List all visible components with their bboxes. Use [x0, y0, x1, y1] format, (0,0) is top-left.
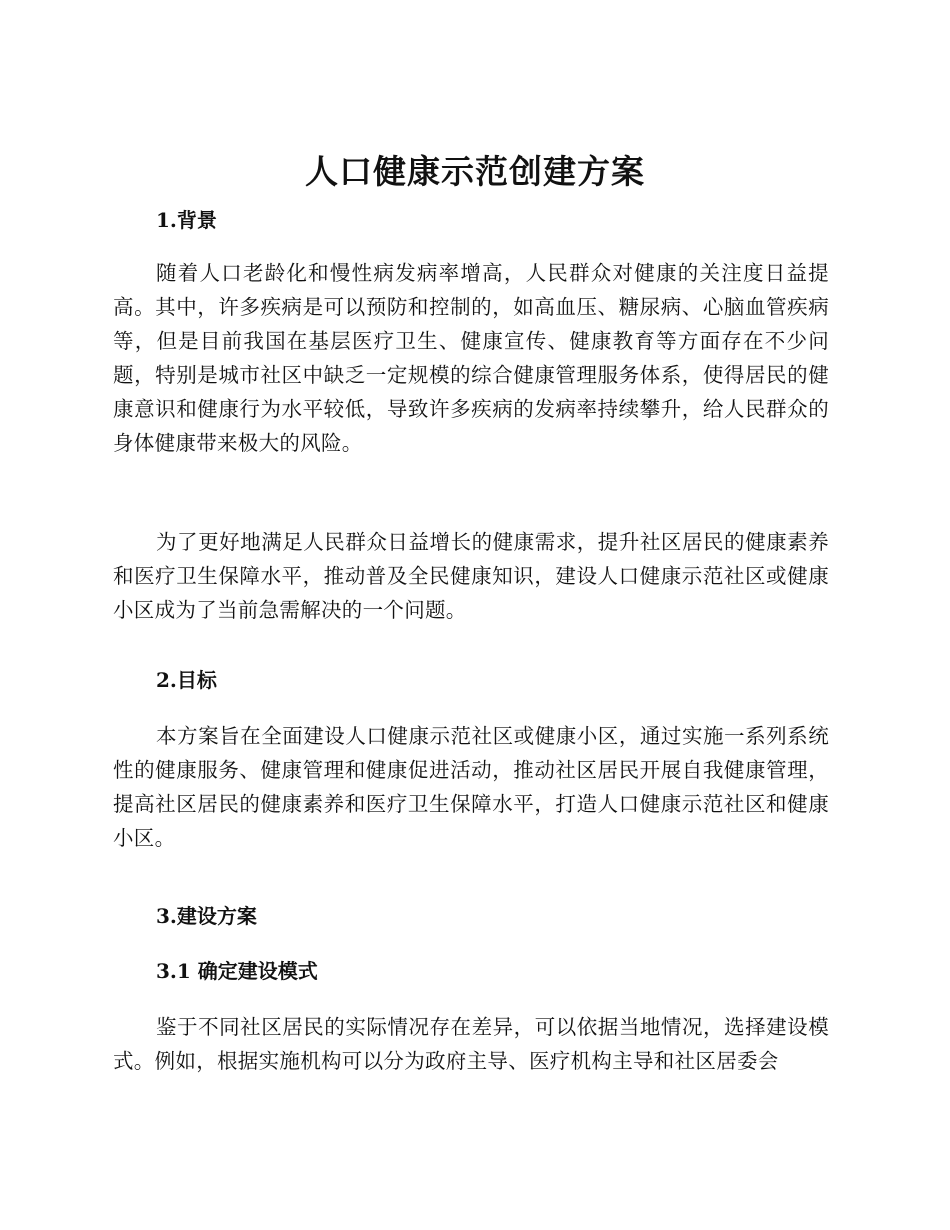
paragraph-mode: 鉴于不同社区居民的实际情况存在差异，可以依据当地情况，选择建设模式。例如，根据实施机构可以分为政府主导、医疗机构主导和社区居委会: [113, 1015, 829, 1073]
document-title: 人口健康示范创建方案: [305, 152, 645, 191]
section-heading-goal: 2.目标: [156, 668, 217, 692]
paragraph-goal: 本方案旨在全面建设人口健康示范社区或健康小区，通过实施一系列系统性的健康服务、健康管理和健康促进活动，推动社区居民开展自我健康管理，提高社区居民的健康素养和医疗卫生保障水平，打造人口健康示范社区和健康小区。: [113, 724, 829, 850]
section-heading-plan: 3.建设方案: [156, 904, 257, 928]
paragraph-background-1: 随着人口老龄化和慢性病发病率增高，人民群众对健康的关注度日益提高。其中，许多疾病是可以预防和控制的，如高血压、糖尿病、心脑血管疾病等，但是目前我国在基层医疗卫生、健康宣传、健康教育等方面存在不少问题，特别是城市社区中缺乏一定规模的综合健康管理服务体系，使得居民的健康意识和健康行为水平较低，导致许多疾病的发病率持续攀升，给人民群众的身体健康带来极大的风险。: [113, 261, 829, 455]
section-heading-background: 1.背景: [156, 208, 217, 232]
subsection-heading-mode: 3.1 确定建设模式: [156, 959, 318, 983]
paragraph-background-2: 为了更好地满足人民群众日益增长的健康需求，提升社区居民的健康素养和医疗卫生保障水平，推动普及全民健康知识，建设人口健康示范社区或健康小区成为了当前急需解决的一个问题。: [113, 530, 829, 622]
